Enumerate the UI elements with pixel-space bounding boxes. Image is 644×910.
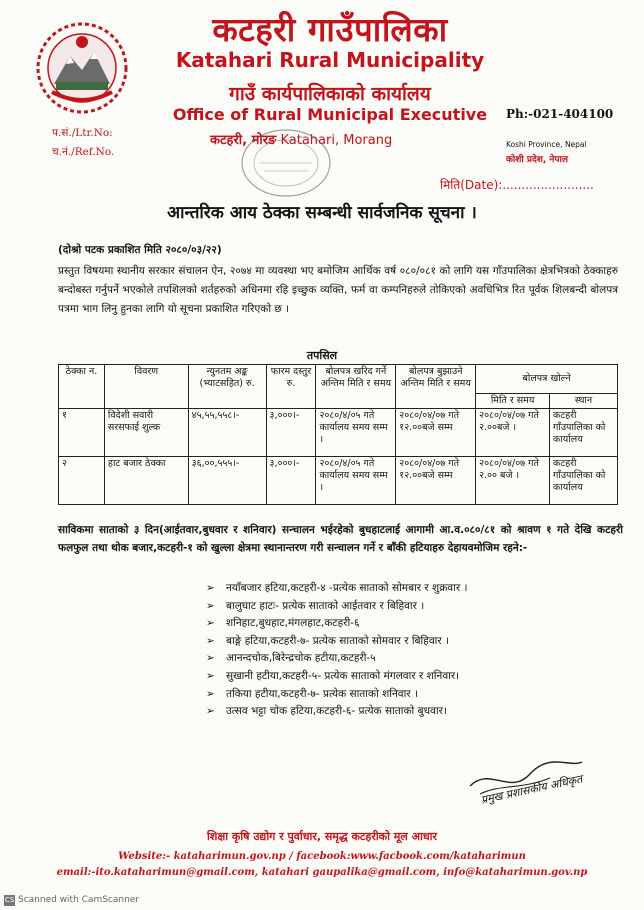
office-name-np: गाउँ कार्यपालिकाको कार्यालय xyxy=(229,83,431,105)
cell-min: ४५,५५,५५८।- xyxy=(188,409,266,457)
cell-fee: ३,०००।- xyxy=(266,457,316,505)
cell-fee: ३,०००।- xyxy=(266,409,316,457)
cell-open-dt: २०८०/०४/०७ गते २.००बजे । xyxy=(476,409,550,457)
arrow-bullet-icon: ➢ xyxy=(206,582,215,594)
municipality-name-np: कटहरी गाउँपालिका xyxy=(212,10,448,49)
list-item xyxy=(206,703,467,721)
cell-submit: २०८०/०४/०७ गते १२.००बजे सम्म xyxy=(396,457,476,505)
reference-number: च.नं./Ref.No. xyxy=(52,146,115,158)
list-item xyxy=(206,633,467,651)
cell-desc: विदेशी सवारी सरसफाई शुल्क xyxy=(104,409,188,457)
arrow-bullet-icon: ➢ xyxy=(206,634,215,647)
col-header-open-place: स्थान xyxy=(550,394,618,409)
market-text: आनन्दचोक,बिरेन्द्रचोक हटीया,कटहरी-५ xyxy=(226,652,376,665)
market-text: सुखानी हटीया,कटहरी-५- प्रत्येक साताको मंगलवार र शनिवार। xyxy=(226,669,460,682)
cell-submit: २०८०/०४/०७ गते १२.००बजे सम्म xyxy=(396,409,476,457)
list-item xyxy=(206,650,467,668)
tender-table xyxy=(58,364,618,505)
market-text: शनिहाट,बुधहाट,मंगलहाट,कटहरी-६ xyxy=(226,617,360,630)
cell-open-place: कटहरी गाँउपालिका को कार्यालय xyxy=(550,409,618,457)
arrow-bullet-icon: ➢ xyxy=(206,599,215,612)
cell-buy: २०८०/४/०५ गते कार्यालय समय सम्म । xyxy=(316,457,396,505)
footer-email: email:-ito.kataharimun@gmail.com, katahari gaupalika@gmail.com, info@kataharimun.gov.np xyxy=(56,867,588,878)
arrow-bullet-icon: ➢ xyxy=(206,687,215,700)
col-header-open: बोलपत्र खोल्ने xyxy=(476,365,618,394)
footer-website: Website:- kataharimun.gov.np / facebook:www.facbook.com/kataharimun xyxy=(118,851,526,862)
col-header-no: ठेक्का न. xyxy=(59,365,105,409)
table-row xyxy=(59,457,618,505)
nepal-emblem-icon xyxy=(36,22,128,114)
table-row xyxy=(59,409,618,457)
phone-number: Ph:-021-404100 xyxy=(506,107,614,121)
col-header-min: न्युनतम अङ्क (भ्याटसहित) रु. xyxy=(188,365,266,409)
date-field: मिति(Date):........................ xyxy=(440,178,594,192)
province-en: Koshi Province, Nepal xyxy=(506,140,587,149)
letter-number: प.सं./Ltr.No: xyxy=(52,127,113,139)
col-header-submit: बोलपत्र बुझाउने अन्तिम मिति र समय xyxy=(396,365,476,409)
cell-min: ३६,००,५५५।- xyxy=(188,457,266,505)
municipality-name-en: Katahari Rural Municipality xyxy=(175,48,485,72)
arrow-bullet-icon: ➢ xyxy=(206,652,215,665)
cell-buy: २०८०/४/०५ गते कार्यालय समय सम्म । xyxy=(316,409,396,457)
office-stamp-icon xyxy=(238,125,334,201)
cell-no: २ xyxy=(59,457,105,505)
office-name-en: Office of Rural Municipal Executive xyxy=(172,105,488,124)
province-np: कोशी प्रदेश, नेपाल xyxy=(506,155,568,165)
list-item xyxy=(206,580,467,598)
scanner-watermark xyxy=(4,895,139,906)
cell-desc: हाट बजार ठेक्का xyxy=(104,457,188,505)
arrow-bullet-icon: ➢ xyxy=(206,617,215,630)
col-header-desc: विवरण xyxy=(104,365,188,409)
scanner-text: Scanned with CamScanner xyxy=(18,895,140,905)
notice-paragraph: प्रस्तुत विषयमा स्थानीय सरकार संचालन ऐन, २०७४ मा व्यवस्था भए बमोजिम आर्थिक वर्ष ०८०/०८१ को लागि यस गाँउपालिका क्षेत्रभित्रको ठेक्काहरु बन्दोबस्त गर्नुपर्ने भएकोले तपशिलको शर्तहरुको अधिनमा रहि इच्छुक व्यक्ति, फर्म वा कम्पनिहरुले तोकिएको अवधिभित्र रित पूर्वक शिलबन्दी बोलपत्र पत्रमा भाग लिनु हुनका लागि यो सूचना प्रकाशित गरिएको छ । xyxy=(58,265,618,315)
col-header-fee: फारम दस्तुर रु. xyxy=(266,365,316,409)
market-text: नयाँबजार हटिया,कटहरी-४ -प्रत्येक साताको सोमबार र शुक्रवार । xyxy=(226,582,468,594)
market-text: बाङ्गे हटिया,कटहरी-७- प्रत्येक साताको सोमवार र बिहिवार । xyxy=(226,634,450,647)
signatory-title: प्रमुख प्रशासकीय अधिकृत xyxy=(479,772,584,807)
col-header-open-dt: मिति र समय xyxy=(476,394,550,409)
cell-open-dt: २०८०/०४/०७ गते २.०० बजे । xyxy=(476,457,550,505)
address-en: Katahari, Morang xyxy=(280,133,393,148)
table-title: तपसिल xyxy=(306,349,338,362)
camscanner-icon: CS xyxy=(4,896,15,904)
arrow-bullet-icon: ➢ xyxy=(206,669,215,682)
market-text: उत्सव भट्टा चोक हटिया,कटहरी-६- प्रत्येक साताको बुधवार। xyxy=(226,705,447,718)
notice-title: आन्तरिक आय ठेक्का सम्बन्धी सार्वजनिक सूचना । xyxy=(167,203,477,223)
list-item xyxy=(206,598,467,616)
footer-motto: शिक्षा कृषि उद्योग र पुर्वाधार, समृद्ध कटहरीको मूल आधार xyxy=(206,830,438,843)
list-item xyxy=(206,668,467,686)
address-np: कटहरी, मोरङ xyxy=(210,133,277,148)
cell-open-place: कटहरी गाँउपालिका को कार्यालय xyxy=(550,457,618,505)
list-item xyxy=(206,615,467,633)
list-item xyxy=(206,686,467,704)
col-header-buy: बोलपत्र खरिद गर्ने अन्तिम मिति र समय xyxy=(316,365,396,409)
cell-no: १ xyxy=(59,409,105,457)
market-list xyxy=(206,580,467,721)
table-header-row xyxy=(59,365,618,394)
publication-date: (दोश्रो पटक प्रकाशित मिति २०८०/०३/२२) xyxy=(58,244,222,256)
relocation-paragraph: साविकमा साताको ३ दिन(आईतवार,बुधवार र शनिवार) सन्चालन भईरहेको बुधहाटलाई आगामी आ.व.०८०/८१ को श्रावण १ गते देखि कटहरी फलफुल तथा थोक बजार,कटहरी-१ को खुल्ला क्षेत्रमा स्थानान्तरण गरी सन्चालन गर्ने र बाँकी हटियाहरु देहायवमोजिम रहने:- xyxy=(58,524,623,554)
arrow-bullet-icon: ➢ xyxy=(206,705,215,718)
market-text: बालुघाट हाटः- प्रत्येक साताको आईतवार र बिहिवार । xyxy=(226,599,425,612)
market-text: तकिया हटीया,कटहरी-७- प्रत्येक साताको शनिवार । xyxy=(226,687,418,700)
